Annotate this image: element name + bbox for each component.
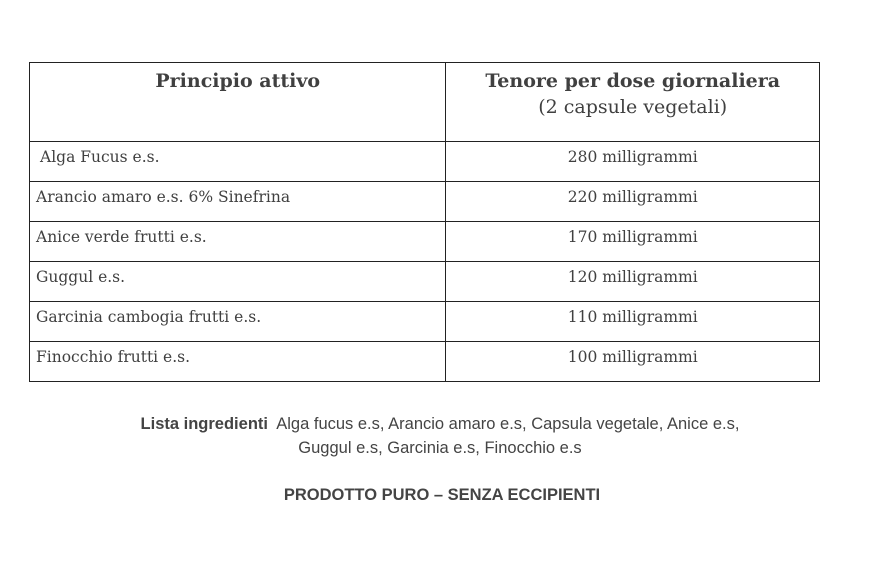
- active-ingredients-table: [29, 62, 820, 382]
- ingredients-list: [60, 412, 820, 460]
- ingredients-label: Lista ingredienti: [140, 415, 268, 433]
- ingredients-text-1: Alga fucus e.s, Arancio amaro e.s, Capsula vegetale, Anice e.s,: [276, 415, 740, 433]
- header-col1-label: Principio attivo: [155, 70, 321, 92]
- row-amount: 110 milligrammi: [446, 302, 820, 342]
- header-daily-dose: [446, 63, 820, 142]
- table-header-row: [30, 63, 820, 142]
- table-row: [30, 182, 820, 222]
- row-amount: 170 milligrammi: [446, 222, 820, 262]
- row-name: Guggul e.s.: [30, 262, 446, 302]
- header-col2-sublabel: (2 capsule vegetali): [538, 96, 728, 118]
- ingredients-text-2: Guggul e.s, Garcinia e.s, Finocchio e.s: [298, 439, 582, 457]
- ingredients-line-1: [60, 412, 820, 436]
- table-row: [30, 222, 820, 262]
- row-name: Arancio amaro e.s. 6% Sinefrina: [30, 182, 446, 222]
- table-row: [30, 262, 820, 302]
- row-name: Alga Fucus e.s.: [30, 142, 446, 182]
- row-amount: 220 milligrammi: [446, 182, 820, 222]
- table-row: [30, 342, 820, 382]
- row-amount: 120 milligrammi: [446, 262, 820, 302]
- header-col2-label: Tenore per dose giornaliera: [485, 70, 781, 92]
- row-name: Anice verde frutti e.s.: [30, 222, 446, 262]
- row-amount: 280 milligrammi: [446, 142, 820, 182]
- table-row: [30, 142, 820, 182]
- header-active-principle: [30, 63, 446, 142]
- ingredients-line-2: [60, 436, 820, 460]
- row-name: Finocchio frutti e.s.: [30, 342, 446, 382]
- table-row: [30, 302, 820, 342]
- row-amount: 100 milligrammi: [446, 342, 820, 382]
- row-name: Garcinia cambogia frutti e.s.: [30, 302, 446, 342]
- pure-product-statement: PRODOTTO PURO – SENZA ECCIPIENTI: [283, 486, 601, 504]
